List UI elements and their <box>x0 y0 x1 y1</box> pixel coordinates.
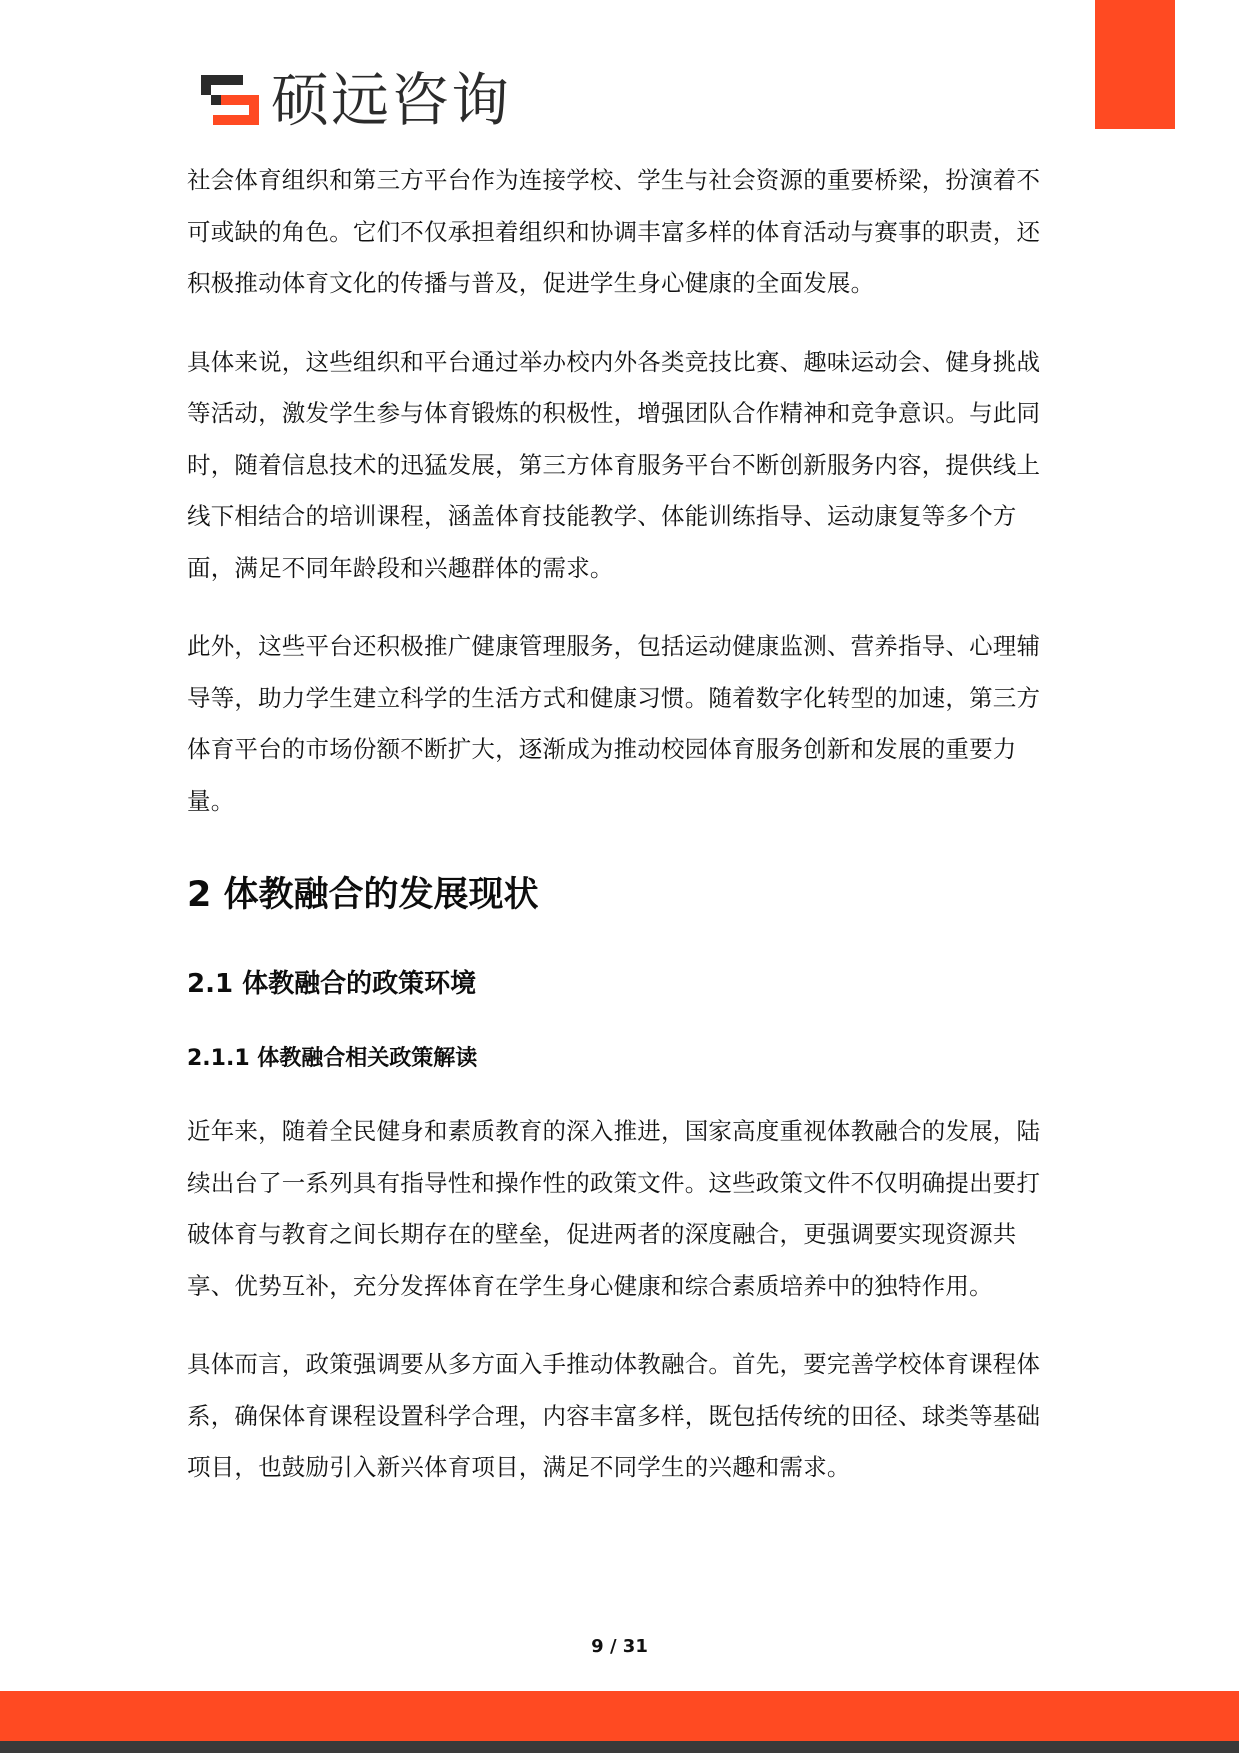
paragraph-3: 此外，这些平台还积极推广健康管理服务，包括运动健康监测、营养指导、心理辅导等，助力学生建立科学的生活方式和健康习惯。随着数字化转型的加速，第三方体育平台的市场份额不断扩大，逐渐成为推动校园体育服务创新和发展的重要力量。 <box>187 632 1041 815</box>
subsubsection-heading: 2.1.1 体教融合相关政策解读 <box>187 1046 478 1071</box>
paragraph-1: 社会体育组织和第三方平台作为连接学校、学生与社会资源的重要桥梁，扮演着不可或缺的角色。它们不仅承担着组织和协调丰富多样的体育活动与赛事的职责，还积极推动体育文化的传播与普及，促进学生身心健康的全面发展。 <box>187 166 1041 297</box>
document-body <box>187 155 1057 1521</box>
logo-mark-icon <box>199 71 261 129</box>
paragraph-2: 具体来说，这些组织和平台通过举办校内外各类竞技比赛、趣味运动会、健身挑战等活动，激发学生参与体育锻炼的积极性，增强团队合作精神和竞争意识。与此同时，随着信息技术的迅猛发展，第三方体育服务平台不断创新服务内容，提供线上线下相结合的培训课程，涵盖体育技能教学、体能训练指导、运动康复等多个方面，满足不同年龄段和兴趣群体的需求。 <box>187 347 1041 582</box>
page-number: 9 / 31 <box>591 1636 648 1657</box>
corner-accent-tab <box>1095 0 1175 129</box>
section-heading: 2 体教融合的发展现状 <box>187 875 539 915</box>
logo-text: 硕远咨询 <box>271 66 512 134</box>
subsection-heading: 2.1 体教融合的政策环境 <box>187 969 477 999</box>
paragraph-4: 近年来，随着全民健身和素质教育的深入推进，国家高度重视体教融合的发展，陆续出台了一系列具有指导性和操作性的政策文件。这些政策文件不仅明确提出要打破体育与教育之间长期存在的壁垒，促进两者的深度融合，更强调要实现资源共享、优势互补，充分发挥体育在学生身心健康和综合素质培养中的独特作用。 <box>187 1117 1041 1300</box>
footer-dark-strip <box>0 1741 1239 1753</box>
footer-accent-bar <box>0 1691 1239 1741</box>
brand-logo <box>199 66 512 134</box>
paragraph-5: 具体而言，政策强调要从多方面入手推动体教融合。首先，要完善学校体育课程体系，确保体育课程设置科学合理，内容丰富多样，既包括传统的田径、球类等基础项目，也鼓励引入新兴体育项目，满足不同学生的兴趣和需求。 <box>187 1350 1041 1481</box>
